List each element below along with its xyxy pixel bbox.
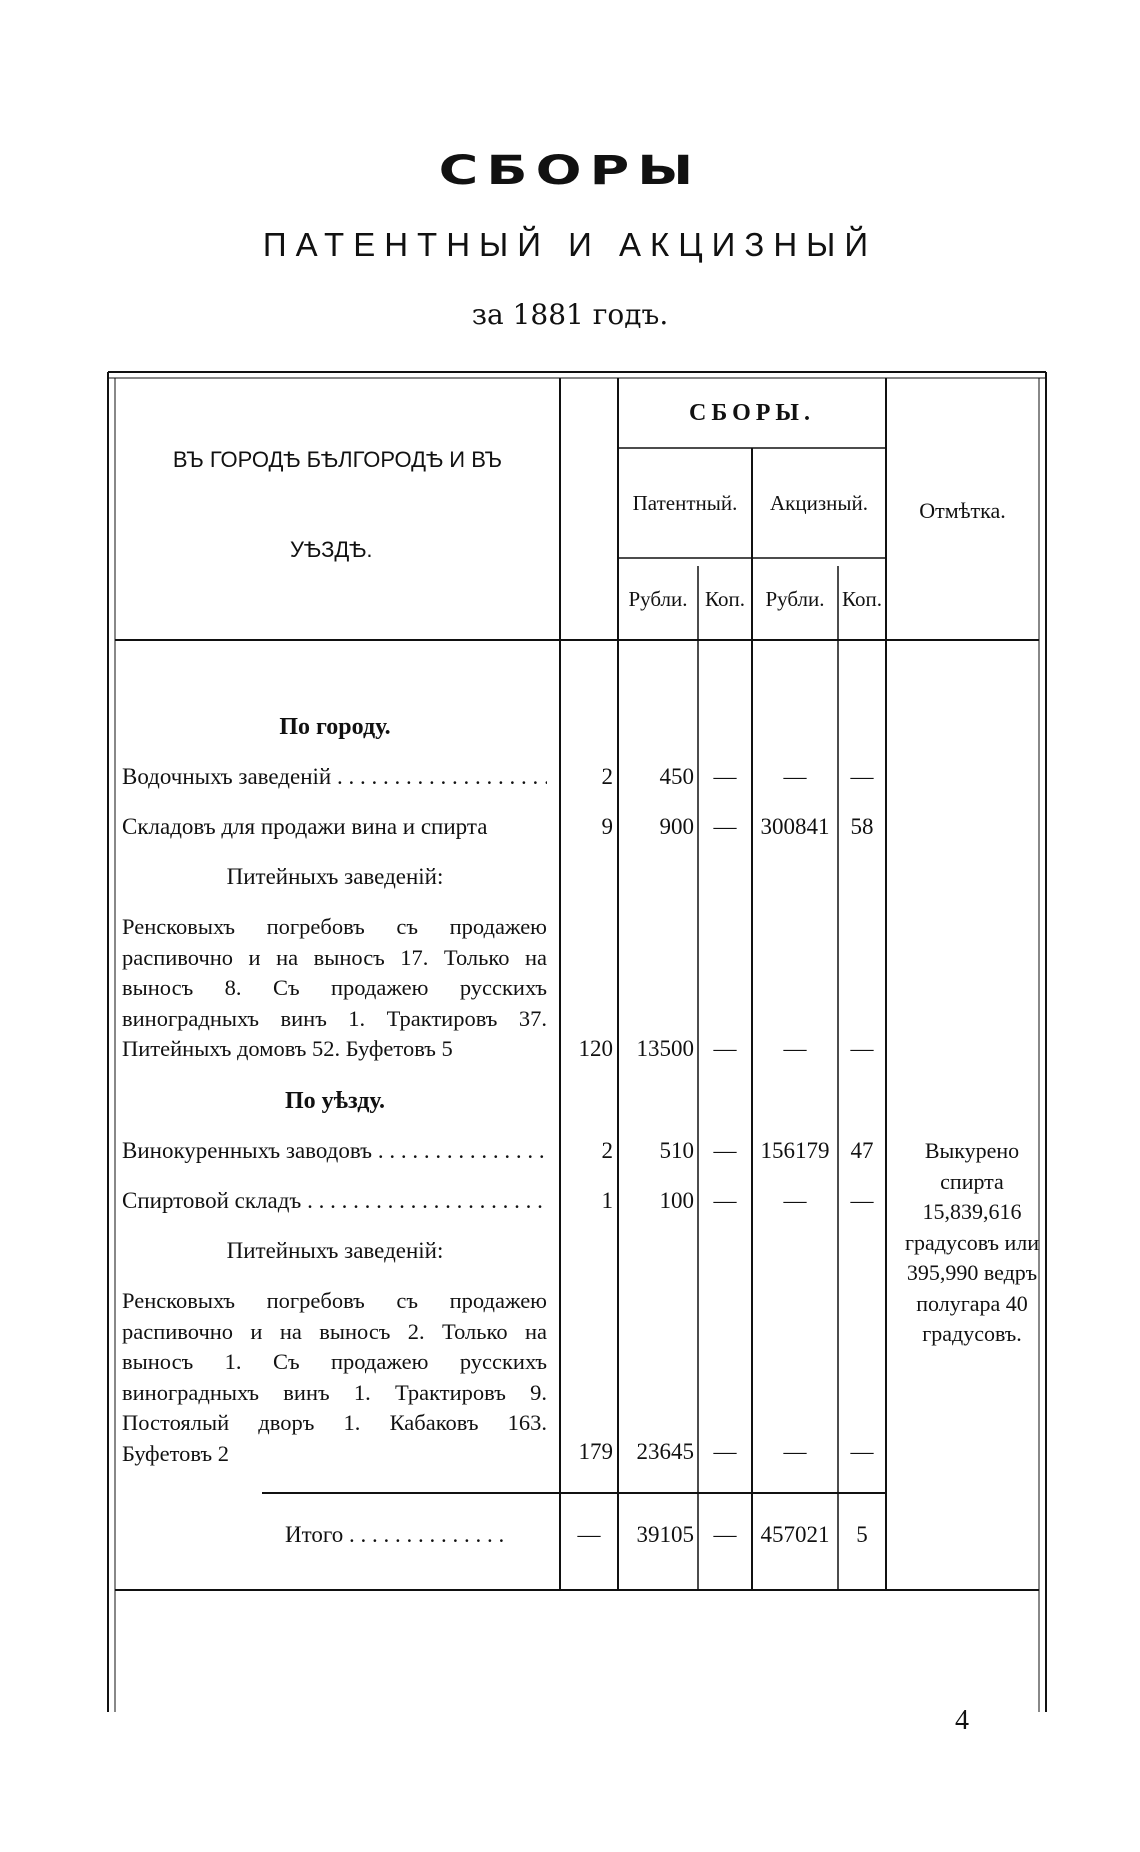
row-patent-kopecks: —	[713, 1036, 737, 1061]
row-patent-rubles: 450	[659, 764, 694, 789]
row-patent-kopecks: —	[713, 1138, 737, 1163]
total-count: —	[577, 1522, 601, 1547]
row-excise-rubles: —	[783, 1439, 807, 1464]
total-excise-kopecks: 5	[856, 1522, 868, 1547]
header-collections: СБОРЫ.	[689, 400, 815, 426]
row-excise-kopecks: —	[850, 1188, 874, 1213]
row-count: 2	[601, 1138, 613, 1163]
header-excise: Акцизный.	[770, 491, 868, 515]
row-paragraph: Ренсковыхъ погребовъ съ продажею распивочно и на выносъ 17. Только на выносъ 8. Съ продажею русскихъ виноградныхъ винъ 1. Трактировъ 37. Питейныхъ домовъ 52. Буфетовъ 5	[122, 914, 547, 1061]
row-excise-kopecks: —	[850, 764, 874, 789]
row-patent-kopecks: —	[713, 1439, 737, 1464]
row-count: 9	[601, 814, 613, 839]
row-patent-kopecks: —	[713, 814, 737, 839]
row-excise-rubles: 156179	[760, 1138, 830, 1163]
row-count: 1	[601, 1188, 613, 1213]
header-location-line2: УѢЗДѢ.	[290, 537, 373, 562]
row-label: Водочныхъ заведеній . . .	[122, 762, 547, 792]
row-excise-rubles: —	[783, 1188, 807, 1213]
row-patent-rubles: 900	[659, 814, 694, 839]
total-label: Итого . . . . . . . . . . . . . .	[285, 1522, 505, 1547]
row-paragraph: Ренсковыхъ погребовъ съ продажею распивочно и на выносъ 2. Только на выносъ 1. Съ продажею русскихъ виноградныхъ винъ 1. Трактировъ 9. Постоялый дворъ 1. Кабаковъ 163. Буфетовъ 2	[122, 1288, 547, 1466]
row-label: Винокуренныхъ заводовъ . . .	[122, 1136, 547, 1166]
header-patent-rubles: Рубли.	[628, 587, 688, 611]
note-text: Выкурено спирта 15,839,616 градусовъ или 395,990 ведръ полугара 40 градусовъ.	[905, 1138, 1039, 1346]
page-title: СБОРЫ	[438, 148, 702, 194]
header-patent-kopecks: Коп.	[705, 587, 745, 611]
row-patent-kopecks: —	[713, 764, 737, 789]
row-excise-rubles: 300841	[760, 814, 830, 839]
row-patent-rubles: 23645	[636, 1439, 694, 1464]
header-patent: Патентный.	[632, 491, 738, 515]
section-city: По городу.	[279, 714, 391, 740]
page-year: за 1881 годъ.	[471, 298, 669, 331]
row-excise-kopecks: —	[850, 1439, 874, 1464]
row-label: Складовъ для продажи вина и спирта	[122, 814, 488, 839]
row-count: 179	[578, 1439, 613, 1464]
row-patent-kopecks: —	[713, 1188, 737, 1213]
section-district: По уѣзду.	[284, 1088, 386, 1114]
row-patent-rubles: 510	[659, 1138, 694, 1163]
row-excise-rubles: —	[783, 764, 807, 789]
page-number: 4	[955, 1705, 969, 1736]
total-excise-rubles: 457021	[760, 1522, 830, 1547]
header-note: Отмѣтка.	[919, 498, 1006, 523]
row-count: 2	[601, 764, 613, 789]
row-count: 120	[578, 1036, 613, 1061]
row-patent-rubles: 100	[659, 1188, 694, 1213]
row-subheading: Питейныхъ заведеній:	[226, 864, 444, 889]
total-patent-rubles: 39105	[636, 1522, 694, 1547]
header-excise-kopecks: Коп.	[842, 587, 882, 611]
row-label: Спиртовой складъ . . .	[122, 1186, 547, 1216]
total-patent-kopecks: —	[713, 1522, 737, 1547]
header-location-line1: ВЪ ГОРОДѢ БѢЛГОРОДѢ И ВЪ	[172, 447, 503, 472]
row-excise-kopecks: 58	[850, 814, 874, 839]
header-excise-rubles: Рубли.	[765, 587, 825, 611]
row-excise-kopecks: —	[850, 1036, 874, 1061]
row-patent-rubles: 13500	[636, 1036, 694, 1061]
row-excise-rubles: —	[783, 1036, 807, 1061]
row-subheading: Питейныхъ заведеній:	[226, 1238, 444, 1263]
page-subtitle: ПАТЕНТНЫЙ И АКЦИЗНЫЙ	[262, 226, 878, 263]
row-excise-kopecks: 47	[850, 1138, 874, 1163]
